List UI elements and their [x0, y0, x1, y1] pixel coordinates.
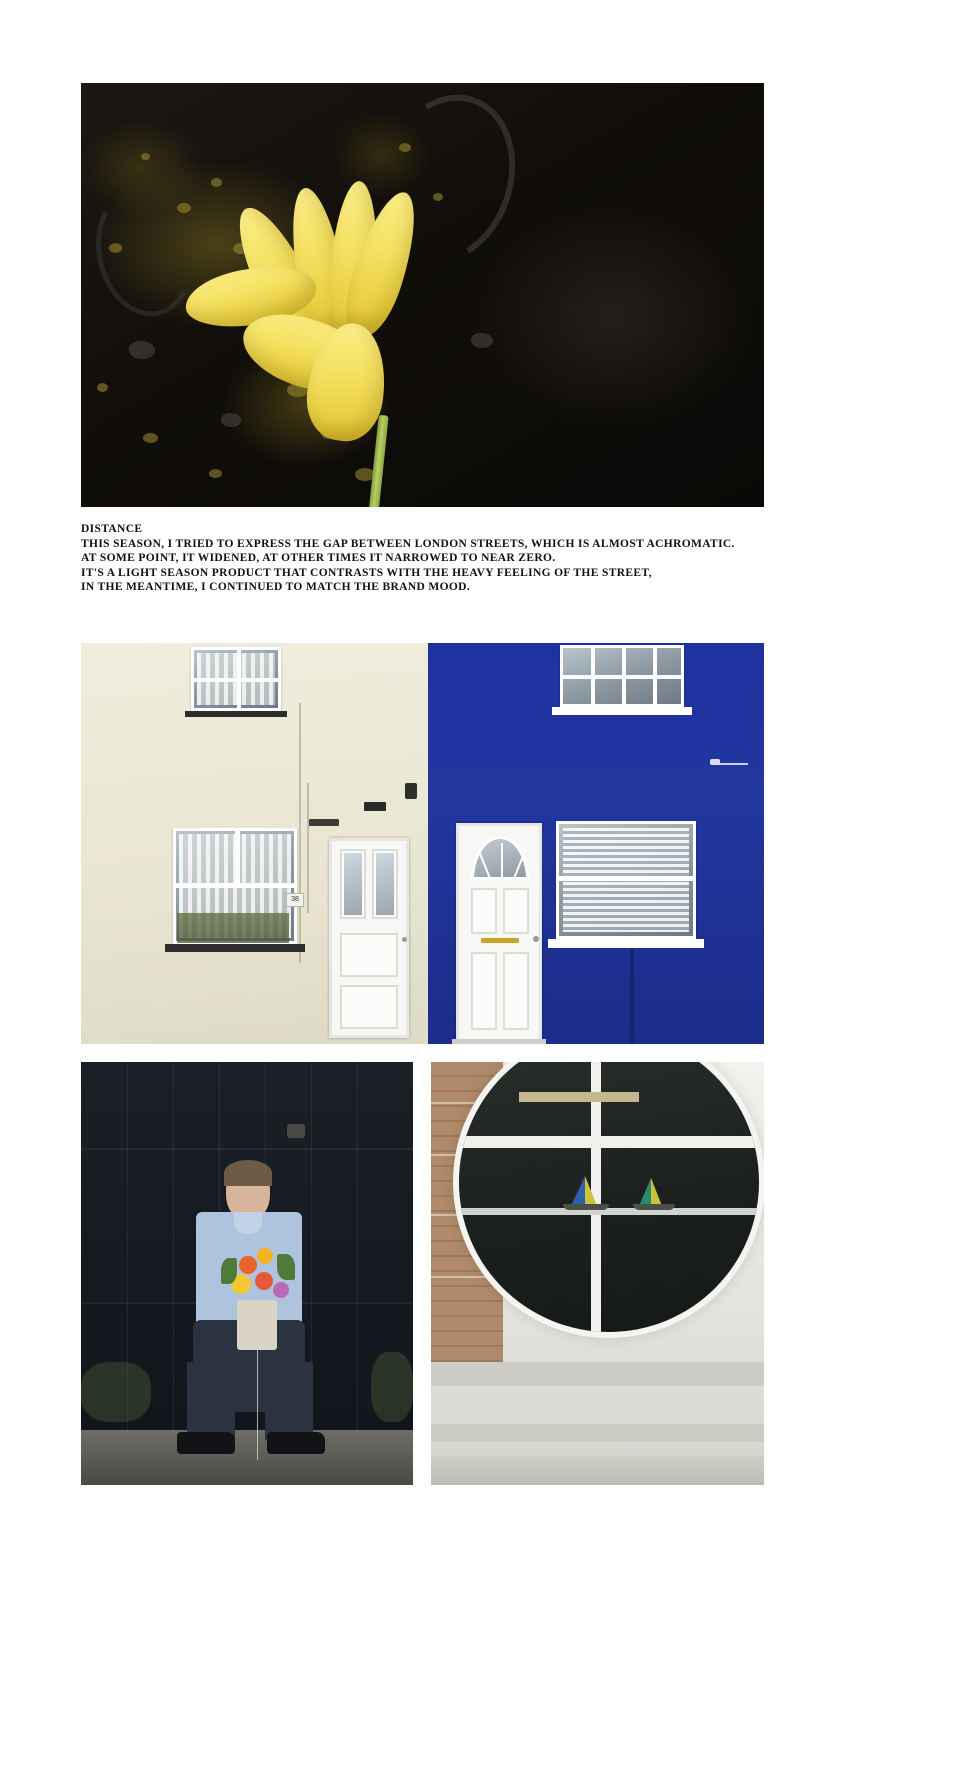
person-trouser-leg [265, 1362, 313, 1440]
figure-flower-on-dark-ground [81, 83, 764, 507]
figure-two-houses [81, 643, 764, 1044]
caption-line-4: IN THE MEANTIME, I CONTINUED TO MATCH THE BRAND MOOD. [81, 581, 471, 594]
lower-window-blue [556, 821, 696, 939]
window-sill-interior [459, 1208, 759, 1215]
lamp-head [710, 759, 720, 765]
house-number-plate: 38 [286, 893, 304, 907]
caption-line-2: AT SOME POINT, IT WIDENED, AT OTHER TIMES IT NARROWED TO NEAR ZERO. [81, 552, 556, 565]
window-sill [548, 939, 704, 948]
stone [471, 333, 493, 348]
window-transom [563, 675, 681, 679]
boat-hull [563, 1204, 609, 1210]
gate-plank-seam [357, 1062, 358, 1430]
person-hair [224, 1160, 272, 1186]
door-step [452, 1039, 546, 1044]
window-mullion [235, 831, 240, 883]
moss-speck [209, 469, 222, 478]
wall-shadow [431, 1362, 764, 1386]
gate-plank-seam [173, 1062, 174, 1430]
model-sailboat [571, 1176, 585, 1206]
door-panel [471, 888, 497, 934]
door-fanlight [471, 836, 529, 880]
moss-speck [141, 153, 150, 160]
window-transom [559, 876, 693, 881]
moss-speck [97, 383, 108, 392]
front-door-cream-house[interactable] [329, 838, 409, 1038]
window-transom [194, 678, 278, 682]
dark-interior [459, 1062, 759, 1332]
boat-hull [633, 1204, 675, 1210]
blue-house-facade [428, 643, 764, 1044]
moss-patch [371, 1352, 413, 1422]
caption-block [81, 522, 781, 595]
bouquet-flower [239, 1256, 257, 1274]
door-panel [340, 933, 398, 977]
gate-latch[interactable] [287, 1124, 305, 1138]
drainpipe [630, 948, 634, 1044]
window-sill [165, 944, 305, 952]
door-panel [503, 888, 529, 934]
window-sill [552, 707, 692, 715]
moss-patch [81, 1362, 151, 1422]
bouquet-wrapping [237, 1300, 277, 1350]
pavement [81, 1430, 413, 1485]
window-sash-horizontal [459, 1136, 759, 1148]
window-sill [185, 711, 287, 717]
door-panel [340, 985, 398, 1029]
moss-speck [211, 178, 222, 187]
bouquet-flower [255, 1272, 273, 1290]
gate-rail [81, 1148, 413, 1150]
wall-fixture [364, 802, 386, 811]
door-panel [503, 952, 529, 1030]
interior-shelf [519, 1092, 639, 1102]
door-handle[interactable] [402, 937, 407, 942]
door-handle[interactable] [533, 936, 539, 942]
cream-house-facade [81, 643, 428, 1044]
figure-round-window [431, 1062, 764, 1485]
moss-speck [143, 433, 158, 443]
door-glass-panel [372, 849, 398, 919]
bouquet-flower [273, 1282, 289, 1298]
model-sailboat [585, 1176, 597, 1206]
wall-sign [309, 819, 339, 826]
bouquet-flower [257, 1248, 273, 1264]
caption-line-3: IT'S A LIGHT SEASON PRODUCT THAT CONTRASTS WITH THE HEAVY FEELING OF THE STREET, [81, 566, 652, 579]
bouquet-foliage [221, 1258, 237, 1284]
upper-window-blue [560, 645, 684, 707]
caption-line-1: THIS SEASON, I TRIED TO EXPRESS THE GAP BETWEEN LONDON STREETS, WHICH IS ALMOST ACHROMATIC. [81, 537, 735, 550]
front-door-blue-house[interactable] [456, 823, 542, 1044]
figure-man-with-bouquet [81, 1062, 413, 1485]
person-shoe [267, 1432, 325, 1454]
door-panel [471, 952, 497, 1030]
letterbox [481, 938, 519, 943]
security-camera-icon [405, 783, 417, 799]
person-shoe [177, 1432, 235, 1454]
caption-title: DISTANCE [81, 523, 143, 535]
stone [129, 341, 155, 359]
wall-shadow [431, 1424, 764, 1442]
upper-window-cream [191, 647, 281, 711]
person-trouser-leg [187, 1362, 235, 1440]
wall-crack [307, 783, 309, 913]
door-glass-panel [340, 849, 366, 919]
shirt-collar [234, 1212, 262, 1234]
window-transom [176, 883, 294, 888]
model-sailboat [639, 1178, 651, 1206]
bouquet-foliage [277, 1254, 295, 1280]
window-plant [177, 913, 289, 943]
wall-crack [299, 703, 301, 963]
stone [221, 413, 241, 427]
model-sailboat [651, 1178, 662, 1206]
wall-base [431, 1456, 764, 1485]
circular-wall-opening [459, 1062, 759, 1332]
bouquet-string [257, 1350, 258, 1460]
